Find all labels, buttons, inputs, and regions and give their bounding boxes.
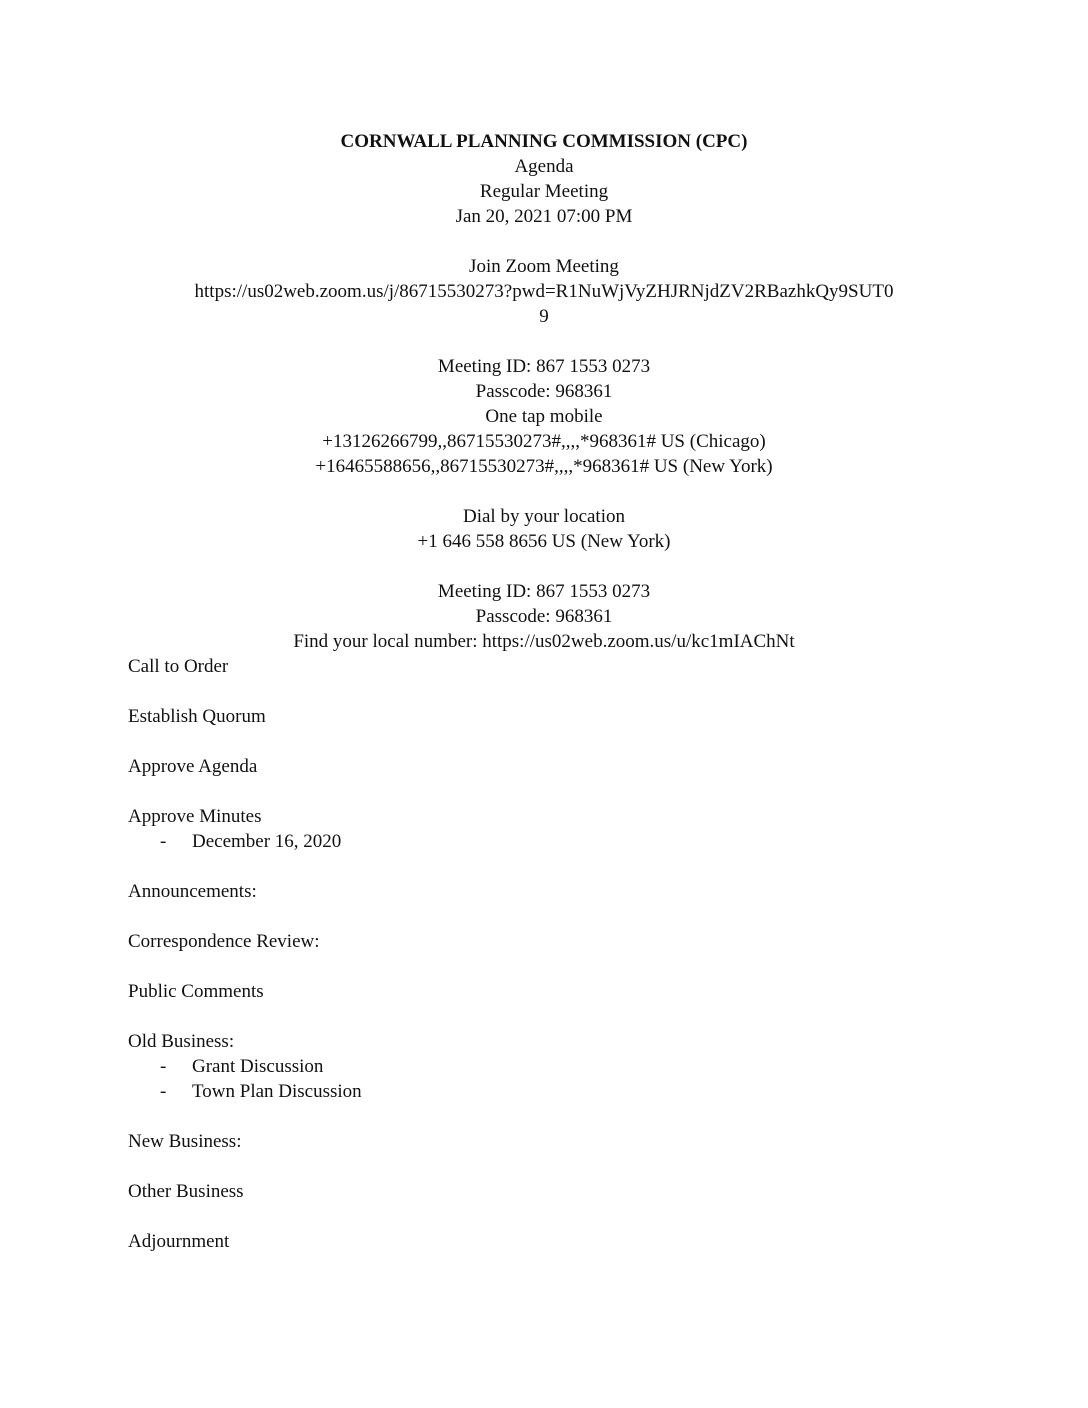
spacer <box>128 1204 988 1229</box>
old-business-sub-item <box>128 1079 988 1104</box>
one-tap-label: One tap mobile <box>485 406 603 427</box>
town-plan-discussion: Town Plan Discussion <box>192 1081 362 1102</box>
meeting-header <box>0 129 1088 654</box>
agenda-item-adjournment: Adjournment <box>128 1231 230 1252</box>
meeting-type: Regular Meeting <box>479 181 609 202</box>
commission-title: CORNWALL PLANNING COMMISSION (CPC) <box>340 131 748 152</box>
meeting-id: Meeting ID: 867 1553 0273 <box>437 356 651 377</box>
agenda-item-announcements: Announcements: <box>128 881 257 902</box>
spacer <box>0 554 1088 579</box>
meeting-id-repeat: Meeting ID: 867 1553 0273 <box>437 581 651 602</box>
spacer <box>128 1154 988 1179</box>
one-tap-chicago: +13126266799,,86715530273#,,,,*968361# US (Chicago) <box>322 431 766 452</box>
zoom-join-url-continued[interactable]: 9 <box>539 306 549 327</box>
spacer <box>0 329 1088 354</box>
agenda-item-call-to-order: Call to Order <box>128 656 229 677</box>
agenda-item-other-business: Other Business <box>128 1181 244 1202</box>
minutes-date: December 16, 2020 <box>192 831 342 852</box>
agenda-item-new-business: New Business: <box>128 1131 242 1152</box>
dash-bullet: - <box>160 1056 167 1077</box>
minutes-sub-item <box>128 829 988 854</box>
grant-discussion: Grant Discussion <box>192 1056 324 1077</box>
spacer <box>128 679 988 704</box>
spacer <box>0 479 1088 504</box>
local-number-link[interactable]: Find your local number: https://us02web.zoom.us/u/kc1mIAChNt <box>293 631 795 652</box>
spacer <box>128 1104 988 1129</box>
agenda-item-establish-quorum: Establish Quorum <box>128 706 266 727</box>
agenda-list <box>128 654 988 1254</box>
spacer <box>128 904 988 929</box>
agenda-item-approve-agenda: Approve Agenda <box>128 756 258 777</box>
dash-bullet: - <box>160 831 167 852</box>
passcode: Passcode: 968361 <box>475 381 613 402</box>
dial-number: +1 646 558 8656 US (New York) <box>417 531 671 552</box>
agenda-item-public-comments: Public Comments <box>128 981 264 1002</box>
spacer <box>128 779 988 804</box>
spacer <box>128 854 988 879</box>
spacer <box>128 729 988 754</box>
spacer <box>128 954 988 979</box>
dash-bullet: - <box>160 1081 167 1102</box>
meeting-datetime: Jan 20, 2021 07:00 PM <box>455 206 633 227</box>
spacer <box>0 229 1088 254</box>
one-tap-new-york: +16465588656,,86715530273#,,,,*968361# US (New York) <box>315 456 773 477</box>
old-business-sub-item <box>128 1054 988 1079</box>
agenda-item-old-business: Old Business: <box>128 1031 235 1052</box>
agenda-item-correspondence: Correspondence Review: <box>128 931 320 952</box>
zoom-join-label: Join Zoom Meeting <box>469 256 619 277</box>
passcode-repeat: Passcode: 968361 <box>475 606 613 627</box>
dial-label: Dial by your location <box>463 506 625 527</box>
spacer <box>128 1004 988 1029</box>
document-type: Agenda <box>514 156 574 177</box>
zoom-join-url[interactable]: https://us02web.zoom.us/j/86715530273?pwd=R1NuWjVyZHJRNjdZV2RBazhkQy9SUT0 <box>194 281 894 302</box>
agenda-item-approve-minutes: Approve Minutes <box>128 806 262 827</box>
